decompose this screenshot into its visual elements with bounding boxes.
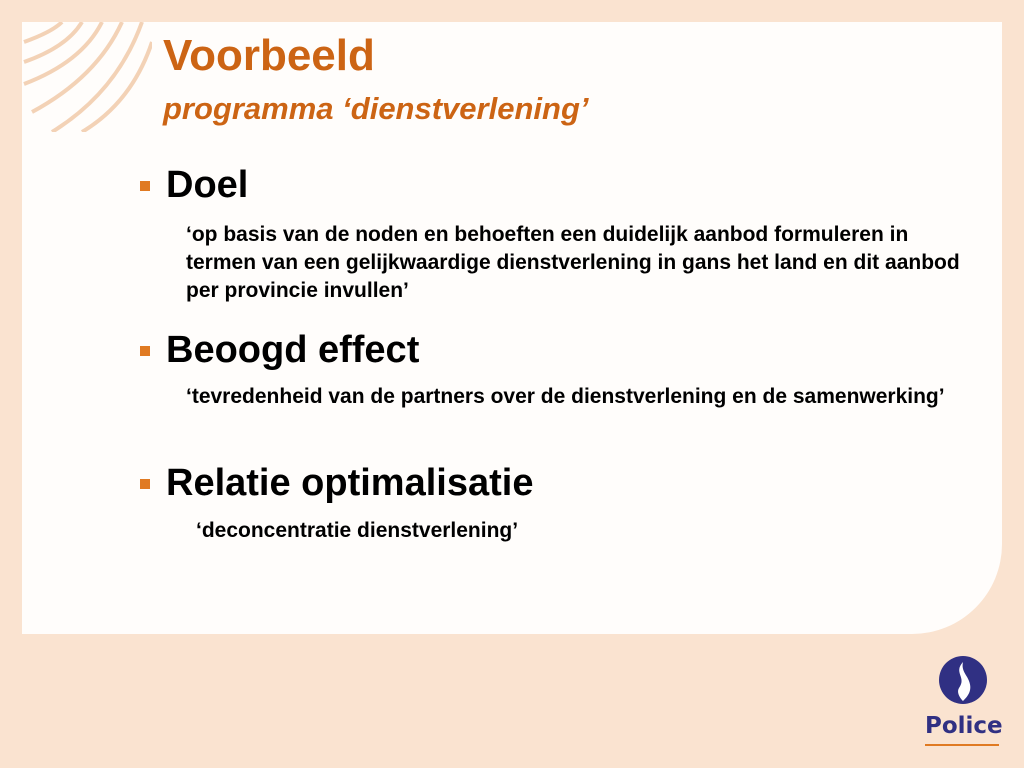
bullet-heading: Relatie optimalisatie [166, 462, 534, 504]
logo-underline [925, 744, 999, 746]
bullet-marker [140, 346, 150, 356]
police-logo-text: Police [925, 713, 1003, 739]
bullet-doel [140, 166, 248, 204]
slide-title: Voorbeeld [163, 31, 375, 80]
bullet-heading: Doel [166, 164, 249, 206]
bullet-marker [140, 181, 150, 191]
bullet-marker [140, 479, 150, 489]
decorative-lines-icon [22, 22, 152, 132]
bullet-relatie-optimalisatie [140, 464, 533, 502]
bullet-text: ‘op basis van de noden en behoeften een duidelijk aanbod formuleren in termen van een gelijkwaardige dienstverlening in gans het land en dit aanbod per provincie invullen’ [186, 223, 960, 302]
slide-subtitle: programma ‘dienstverlening’ [163, 91, 589, 126]
bullet-heading: Beoogd effect [166, 329, 420, 371]
bullet-beoogd-effect [140, 331, 419, 369]
bullet-text: ‘deconcentratie dienstverlening’ [196, 519, 519, 542]
bullet-text: ‘tevredenheid van de partners over de dienstverlening en de samenwerking’ [186, 385, 945, 408]
